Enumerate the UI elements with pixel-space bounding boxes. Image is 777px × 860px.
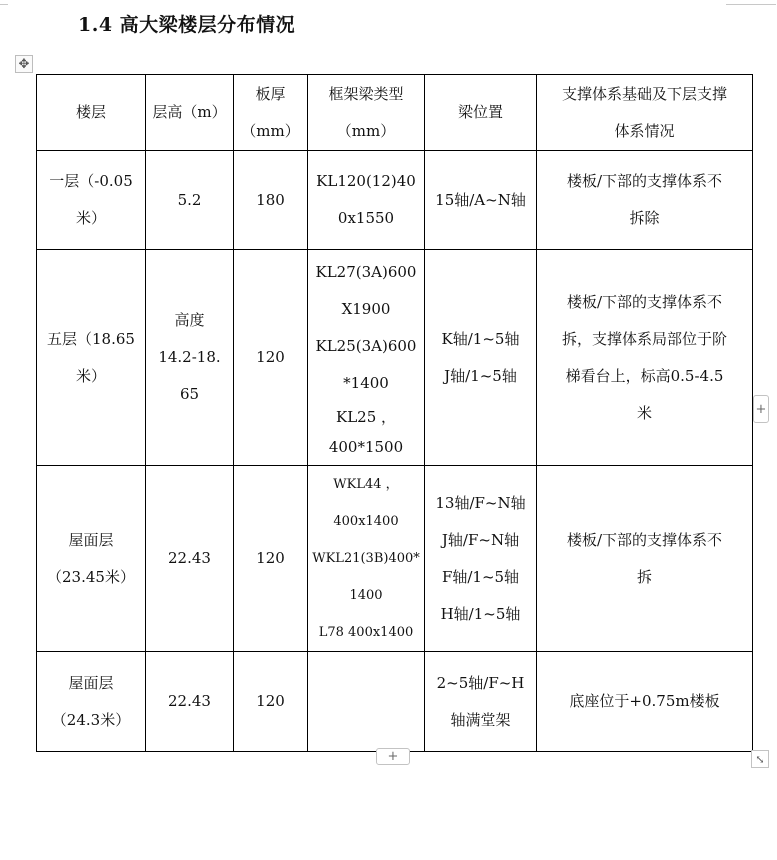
header-height: 层高（m）	[146, 75, 234, 151]
add-column-button[interactable]	[376, 748, 410, 765]
cell-beam-position: 15轴/A~N轴	[425, 151, 537, 250]
table-row	[37, 250, 753, 466]
cell-beam-type: KL120(12)40 0x1550	[308, 151, 425, 250]
cell-thickness: 120	[234, 250, 308, 466]
header-floor: 楼层	[37, 75, 146, 151]
cell-beam-position: 13轴/F~N轴 J轴/F~N轴 F轴/1~5轴 H轴/1~5轴	[425, 466, 537, 652]
table-row	[37, 151, 753, 250]
cell-beam-type: WKL44 ， 400x1400 WKL21(3B)400* 1400 L78 400x1400	[308, 466, 425, 652]
cell-beam-position: 2~5轴/F~H 轴满堂架	[425, 652, 537, 752]
table-resize-handle[interactable]	[751, 750, 769, 768]
floor-beam-table	[36, 74, 753, 752]
header-beam-type: 框架梁类型 （mm）	[308, 75, 425, 151]
cell-beam-type: KL27(3A)600 X1900 KL25(3A)600 *1400 KL25 ， 400*1500	[308, 250, 425, 466]
header-support: 支撑体系基础及下层支撑 体系情况	[537, 75, 753, 151]
cell-floor: 五层（18.65 米）	[37, 250, 146, 466]
table-row	[37, 466, 753, 652]
table-row	[37, 652, 753, 752]
cell-floor: 屋面层 （24.3米）	[37, 652, 146, 752]
cell-thickness: 120	[234, 652, 308, 752]
add-row-button[interactable]	[753, 395, 769, 423]
cell-height: 22.43	[146, 652, 234, 752]
table-move-handle[interactable]	[15, 55, 33, 73]
cell-height: 5.2	[146, 151, 234, 250]
cell-support: 楼板/下部的支撑体系不 拆	[537, 466, 753, 652]
plus-icon: +	[755, 401, 767, 417]
page-edge-right	[726, 0, 776, 5]
cell-thickness: 120	[234, 466, 308, 652]
resize-diagonal-icon: ⤡	[755, 752, 765, 766]
cell-beam-type-empty	[308, 652, 425, 752]
cell-support: 底座位于+0.75m楼板	[537, 652, 753, 752]
plus-icon: +	[387, 749, 399, 764]
page-edge-left	[0, 0, 8, 5]
cell-floor: 一层（-0.05 米）	[37, 151, 146, 250]
table-header-row	[37, 75, 753, 151]
cell-thickness: 180	[234, 151, 308, 250]
cell-height: 22.43	[146, 466, 234, 652]
cell-support: 楼板/下部的支撑体系不 拆除	[537, 151, 753, 250]
cell-beam-position: K轴/1~5轴 J轴/1~5轴	[425, 250, 537, 466]
cell-height: 高度 14.2-18. 65	[146, 250, 234, 466]
header-beam-position: 梁位置	[425, 75, 537, 151]
move-arrows-icon: ✥	[18, 56, 30, 72]
cell-support: 楼板/下部的支撑体系不 拆，支撑体系局部位于阶 梯看台上，标高0.5-4.5 米	[537, 250, 753, 466]
header-thickness: 板厚 （mm）	[234, 75, 308, 151]
section-heading: 1.4 高大梁楼层分布情况	[78, 14, 296, 36]
cell-floor: 屋面层 （23.45米）	[37, 466, 146, 652]
